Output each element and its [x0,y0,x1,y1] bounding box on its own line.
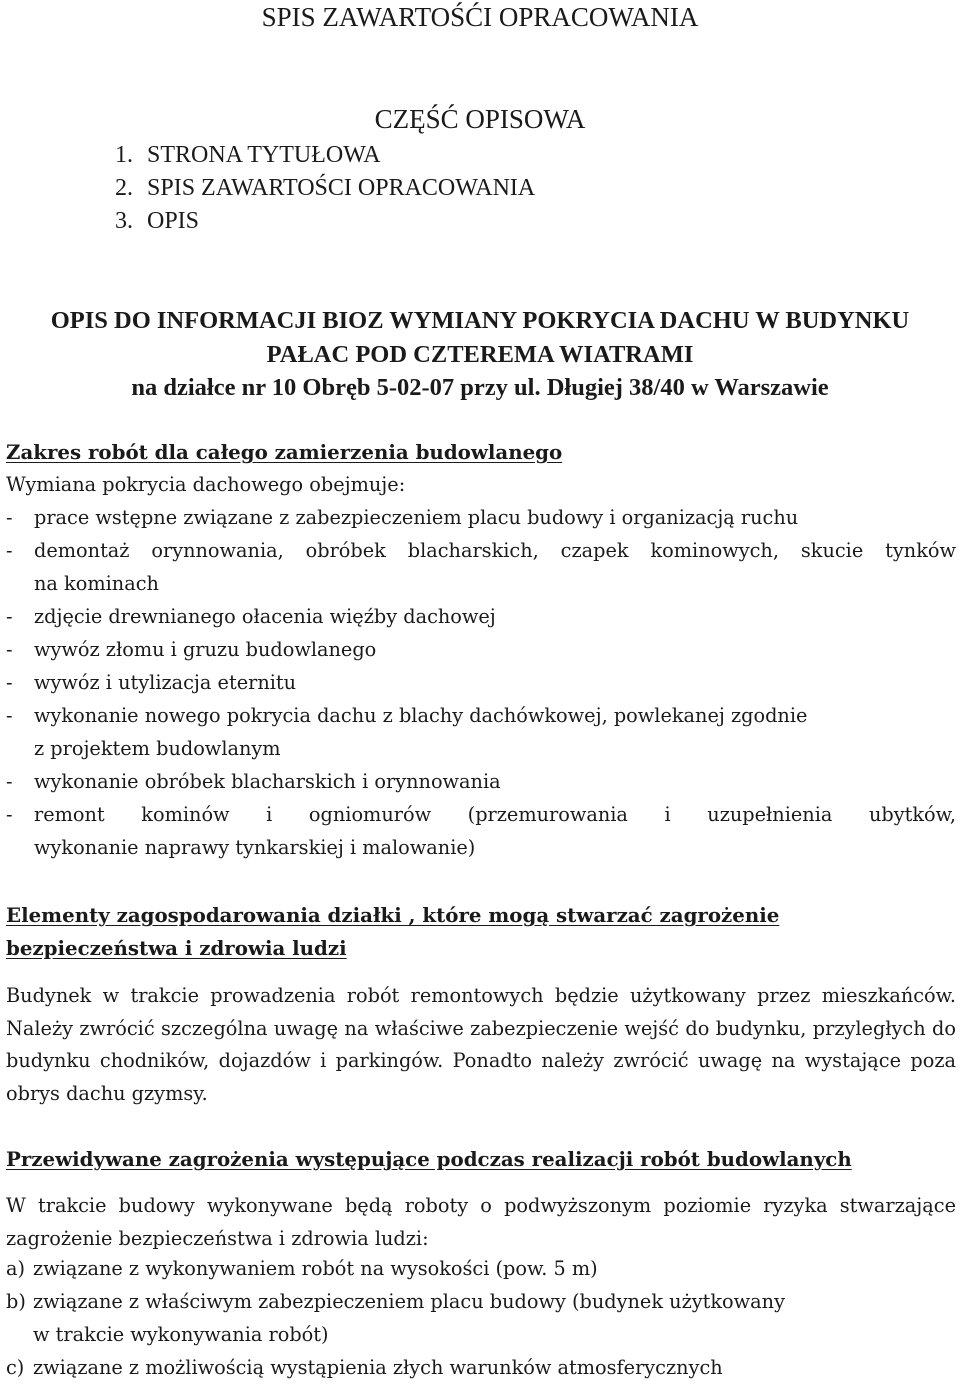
dash-bullet: - [6,539,13,562]
toc-item-2 [115,175,535,202]
hazard-item-text: związane z wykonywaniem robót na wysokości (pow. 5 m) [33,1257,598,1280]
hazard-item-label: b) [6,1290,26,1313]
section-heading-scope: Zakres robót dla całego zamierzenia budowlanego [6,440,563,464]
scope-item-text: na kominach [34,572,159,595]
site-hazards-paragraph: Budynek w trakcie prowadzenia robót remontowych będzie użytkowany przez mieszkańców. Należy zwrócić szczególna uwagę na właściwe zabezpieczenie wejść do budynku, przyległych do budynku chodników, dojazdów i parkingów. Ponadto należy zwrócić uwagę na wystające poza obrys dachu gzymsy. [6,984,956,1106]
toc-label: STRONA TYTUŁOWA [147,142,381,168]
toc-number: 1. [115,142,133,168]
hazard-item-text: w trakcie wykonywania robót) [33,1323,329,1346]
toc-number: 2. [115,175,133,201]
scope-item-text: wywóz i utylizacja eternitu [34,671,297,694]
hazard-item-text: związane z właściwym zabezpieczeniem placu budowy (budynek użytkowany [33,1290,785,1313]
opis-title-line2: PAŁAC POD CZTEREMA WIATRAMI [266,341,694,368]
scope-item-text: prace wstępne związane z zabezpieczeniem placu budowy i organizacją ruchu [34,506,799,529]
toc-item-1 [115,142,381,169]
opis-title-line1: OPIS DO INFORMACJI BIOZ WYMIANY POKRYCIA DACHU W BUDYNKU [50,307,910,334]
toc-number: 3. [115,208,133,234]
scope-item-text: wykonanie naprawy tynkarskiej i malowanie) [34,836,476,859]
scope-item-text: wywóz złomu i gruzu budowlanego [34,638,377,661]
dash-bullet: - [6,605,13,628]
dash-bullet: - [6,638,13,661]
scope-intro: Wymiana pokrycia dachowego obejmuje: [6,473,406,496]
part-title: CZĘŚĆ OPISOWA [374,104,586,134]
dash-bullet: - [6,704,13,727]
section-heading-expected-hazards: Przewidywane zagrożenia występujące podczas realizacji robót budowlanych [6,1147,852,1171]
scope-item-text: wykonanie obróbek blacharskich i orynnowania [34,770,501,793]
scope-item-text: wykonanie nowego pokrycia dachu z blachy dachówkowej, powlekanej zgodnie [34,704,808,727]
toc-label: OPIS [147,208,200,234]
document-title: SPIS ZAWARTOŚĆI OPRACOWANIA [261,2,699,32]
section-heading-hazards-site: Elementy zagospodarowania działki , które mogą stwarzać zagrożenie [6,903,780,927]
scope-item-text: demontaż orynnowania, obróbek blacharskich, czapek kominowych, skucie tynków [34,539,956,562]
scope-item-text: remont kominów i ogniomurów (przemurowania i uzupełnienia ubytków, [34,803,956,826]
scope-item-text: z projektem budowlanym [34,737,281,760]
hazard-item-label: c) [6,1356,25,1379]
dash-bullet: - [6,803,13,826]
hazard-item-text: związane z możliwością wystąpienia złych warunków atmosferycznych [33,1356,723,1379]
hazard-item-label: a) [6,1257,26,1280]
toc-label: SPIS ZAWARTOŚCI OPRACOWANIA [147,175,536,201]
dash-bullet: - [6,770,13,793]
dash-bullet: - [6,671,13,694]
dash-bullet: - [6,506,13,529]
toc-item-3 [115,208,199,235]
opis-title-line3: na działce nr 10 Obręb 5-02-07 przy ul. Długiej 38/40 w Warszawie [131,374,829,401]
section-heading-hazards-site-line2: bezpieczeństwa i zdrowia ludzi [6,936,347,960]
scope-item-text: zdjęcie drewnianego ołacenia więźby dachowej [34,605,496,628]
expected-hazards-paragraph: W trakcie budowy wykonywane będą roboty o podwyższonym poziomie ryzyka stwarzające zagrożenie bezpieczeństwa i zdrowia ludzi: [6,1194,956,1250]
